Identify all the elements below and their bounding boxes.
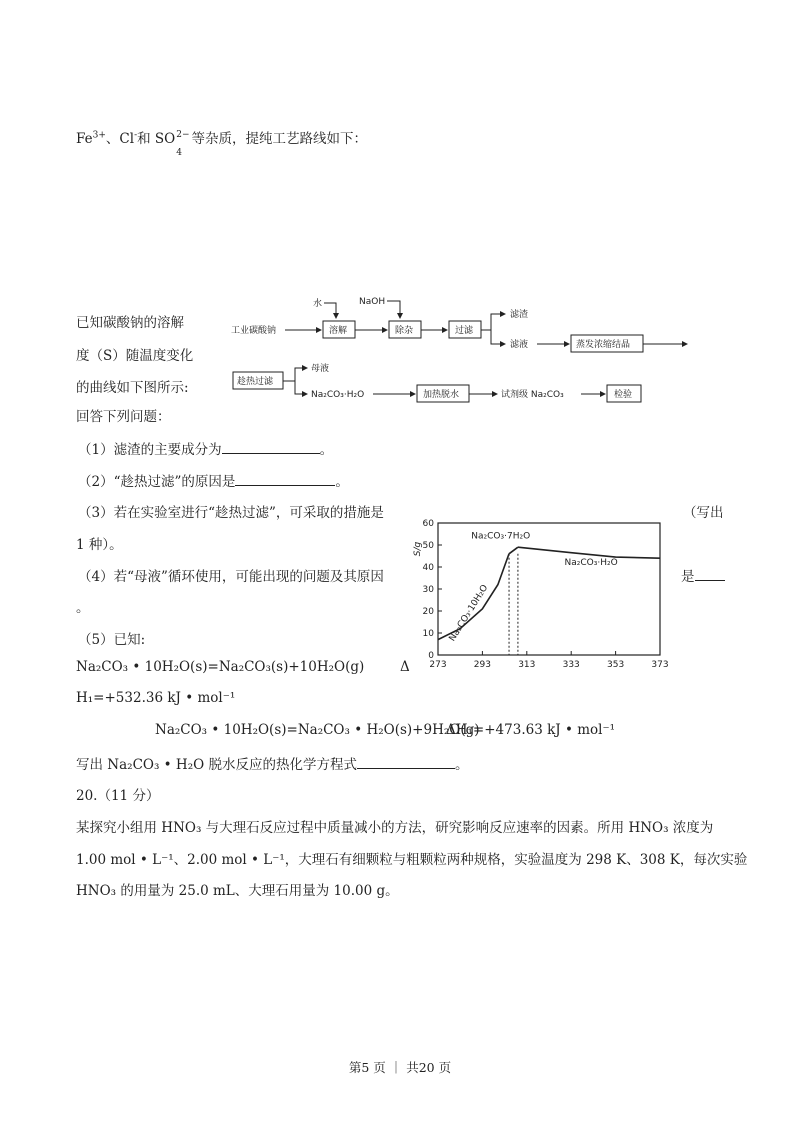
fe-text: Fe — [76, 131, 93, 147]
so-text: 和 SO — [137, 131, 176, 147]
flow-evaporate: 蒸发浓缩结晶 — [576, 340, 631, 350]
filtrate-arrow — [491, 330, 505, 344]
q20-line-3: HNO₃ 的用量为 25.0 mL、大理石用量为 10.00 g。 — [76, 883, 399, 899]
y-tick-label: 40 — [422, 563, 434, 573]
q1-text: （1）滤渣的主要成分为 — [78, 442, 222, 458]
flow-product: Na₂CO₃·H₂O — [311, 390, 365, 400]
question-5: （5）已知: — [78, 632, 146, 648]
series-label: Na₂CO₃·10H₂O — [447, 583, 491, 644]
x-tick-label: 273 — [429, 660, 447, 670]
x-tick-label: 353 — [607, 660, 625, 670]
flow-impurity: 除杂 — [395, 326, 414, 336]
q2-text: （2）“趁热过滤”的原因是 — [78, 474, 236, 490]
question-4-cont: 。 — [76, 600, 90, 616]
equation-2-enthalpy: ΔH₁=+473.63 kJ • mol⁻¹ — [446, 722, 616, 738]
cl-text: 、Cl — [105, 131, 135, 147]
intro-line: $Fe^{3+}$、Cl-和 SO 2− 4 等杂质，提纯工艺路线如下： — [76, 130, 368, 158]
side-text-2: 度（S）随温度变化 — [76, 348, 194, 364]
y-tick-label: 20 — [422, 607, 434, 617]
series-line — [509, 547, 518, 554]
flow-test: 检验 — [614, 390, 633, 400]
q20-line-1: 某探究小组用 HNO₃ 与大理石反应过程中质量减小的方法，研究影响反应速率的因素。所用 HNO₃ 浓度为 — [76, 820, 714, 836]
y-axis-label: S/g — [413, 541, 423, 557]
equation-1-enthalpy: H₁=+532.36 kJ • mol⁻¹ — [76, 690, 236, 706]
question-1 — [78, 438, 333, 458]
flow-reagent: 试剂级 Na₂CO₃ — [501, 390, 564, 400]
flow-mother-liquor: 母液 — [311, 364, 330, 374]
series-label: Na₂CO₃·7H₂O — [471, 531, 531, 542]
series-label: Na₂CO₃·H₂O — [564, 557, 618, 568]
x-tick-label: 313 — [518, 660, 536, 670]
equation-3 — [76, 753, 468, 773]
y-tick-label: 60 — [422, 519, 434, 529]
series-line — [518, 547, 660, 558]
flow-dehydrate: 加热脱水 — [423, 390, 460, 400]
mother-arrow — [283, 368, 307, 381]
flow-dissolve: 溶解 — [329, 326, 348, 336]
eq3-text: 写出 Na₂CO₃ • H₂O 脱水反应的热化学方程式 — [76, 757, 357, 773]
question-4: （4）若“母液”循环使用，可能出现的问题及其原因 — [78, 569, 384, 585]
equation-1: Na₂CO₃ • 10H₂O(s)=Na₂CO₃(s)+10H₂O(g) — [76, 659, 365, 675]
page-footer: 第5 页 ｜ 共20 页 — [348, 1060, 452, 1075]
q1-answer-blank[interactable] — [222, 439, 320, 454]
flow-hot-filter: 趁热过滤 — [237, 377, 274, 387]
side-text-4: 回答下列问题： — [76, 409, 171, 425]
side-text-1: 已知碳酸钠的溶解 — [76, 315, 184, 331]
x-tick-label: 373 — [651, 660, 669, 670]
q4-answer-blank[interactable] — [695, 566, 725, 581]
eq3-answer-blank[interactable] — [357, 754, 455, 769]
naoh-arrow — [387, 301, 400, 318]
question-3-cont: 1 种）。 — [76, 537, 123, 553]
question-2 — [78, 470, 349, 490]
process-flow-diagram — [225, 292, 695, 407]
equation-1-delta: Δ — [400, 659, 410, 675]
equation-2: Na₂CO₃ • 10H₂O(s)=Na₂CO₃ • H₂O(s)+9H₂O(g) — [155, 722, 480, 738]
flow-filtrate: 滤液 — [510, 340, 529, 350]
q2-end: 。 — [335, 474, 349, 490]
q20-header: 20.（11 分） — [76, 788, 160, 804]
y-tick-label: 10 — [422, 629, 434, 639]
eq3-end: 。 — [454, 757, 469, 773]
y-tick-label: 0 — [428, 651, 434, 661]
fe-charge: 3+ — [92, 130, 106, 141]
flow-filter: 过滤 — [455, 326, 474, 336]
y-tick-label: 50 — [422, 541, 434, 551]
q20-line-2: 1.00 mol • L⁻¹、2.00 mol • L⁻¹，大理石有细颗粒与粗颗粒两种规格，实验温度为 298 K、308 K，每次实验 — [76, 852, 748, 868]
product-arrow — [295, 381, 307, 394]
water-arrow — [324, 303, 336, 318]
q4-right-text: 是 — [681, 569, 695, 585]
y-tick-label: 30 — [422, 585, 434, 595]
solubility-chart — [410, 515, 680, 675]
flow-naoh-label: NaOH — [359, 297, 386, 307]
chart-frame — [438, 523, 660, 655]
question-3: （3）若在实验室进行“趁热过滤”，可采取的措施是 — [78, 505, 384, 521]
flow-water-label: 水 — [313, 299, 323, 309]
question-4-right — [681, 565, 725, 585]
q1-end: 。 — [319, 442, 334, 458]
x-tick-label: 333 — [562, 660, 580, 670]
intro-rest: 等杂质，提纯工艺路线如下： — [187, 131, 368, 147]
cl-charge: - — [134, 130, 138, 141]
question-3-right: （写出 — [683, 505, 724, 521]
x-tick-label: 293 — [473, 660, 491, 670]
flow-raw-material: 工业碳酸钠 — [231, 326, 277, 336]
flow-residue: 滤渣 — [510, 310, 529, 320]
residue-arrow — [481, 314, 505, 330]
side-text-3: 的曲线如下图所示: — [76, 380, 189, 396]
q2-answer-blank[interactable] — [235, 471, 335, 486]
